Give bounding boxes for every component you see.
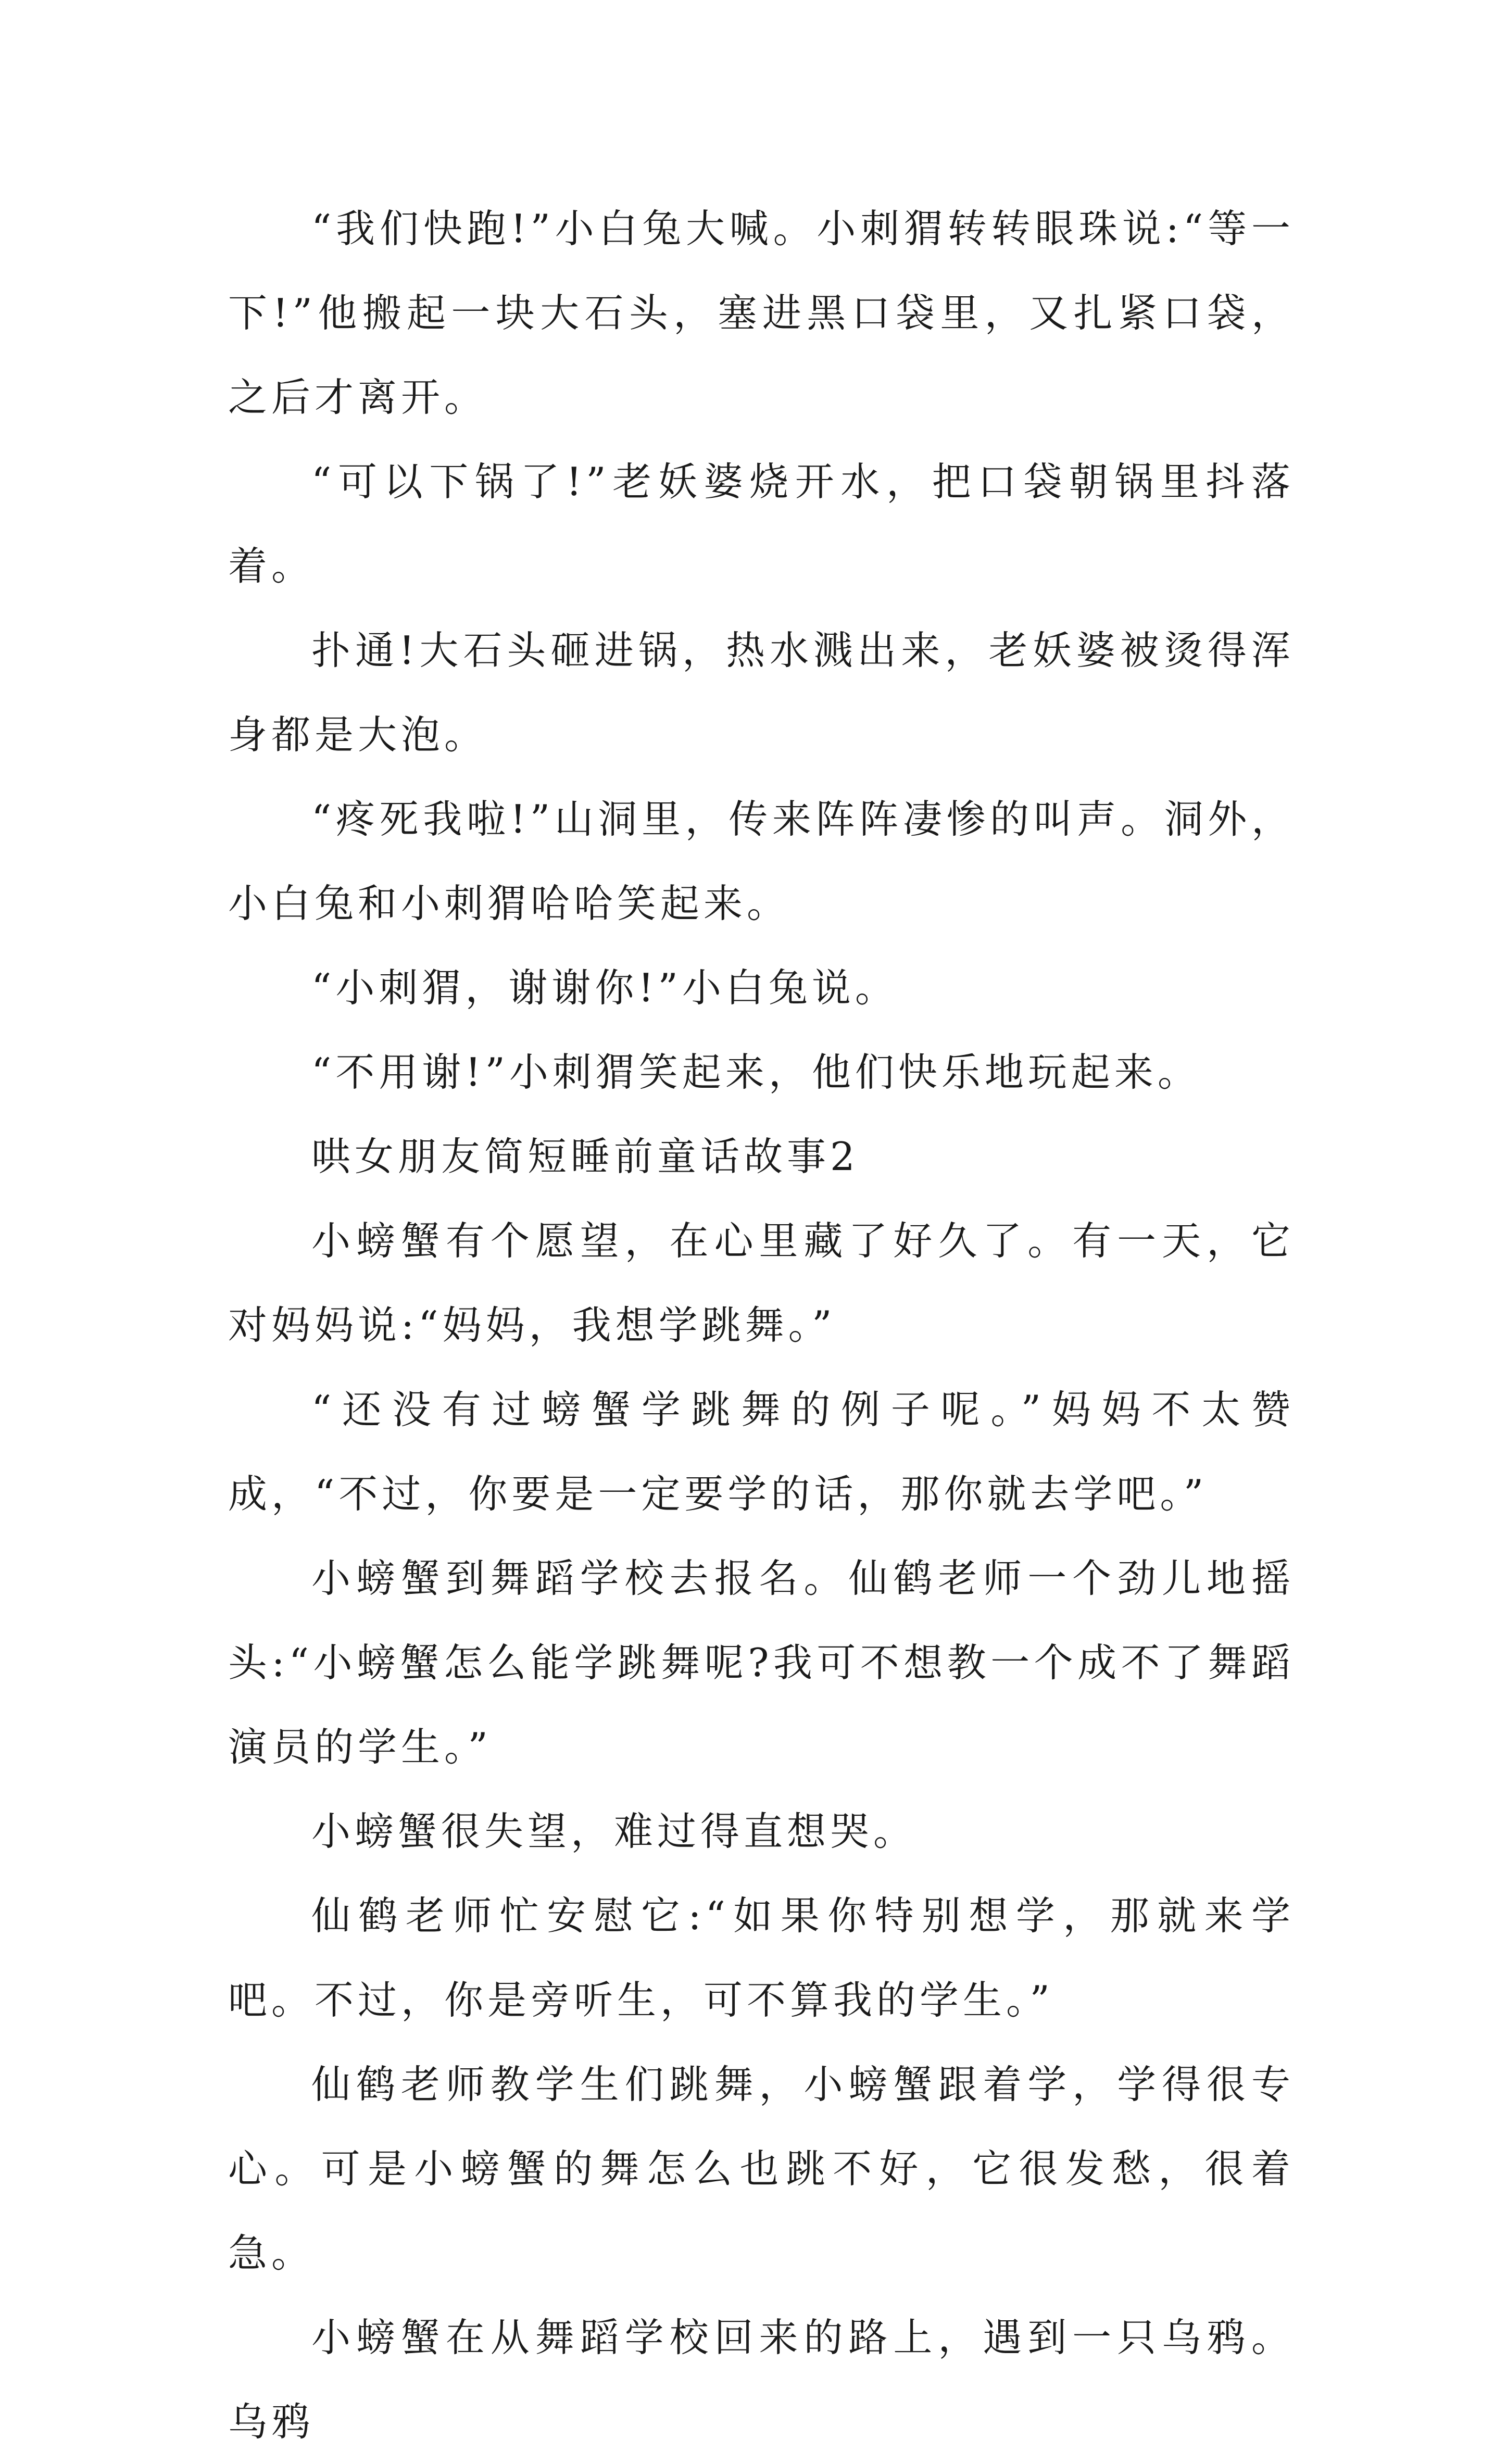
document-body [228,186,1295,2464]
paragraph: “不用谢!”小刺猬笑起来，他们快乐地玩起来。 [311,1049,1201,1095]
paragraph: 小螃蟹很失望，难过得直想哭。 [311,1808,917,1854]
paragraph: 小螃蟹有个愿望，在心里藏了好久了。有一天，它对妈妈说:“妈妈，我想学跳舞。” [228,1218,1295,1348]
paragraph: “还没有过螃蟹学跳舞的例子呢。”妈妈不太赞成，“不过，你要是一定要学的话，那你就去学吧。” [228,1387,1295,1517]
paragraph: 扑通!大石头砸进锅，热水溅出来，老妖婆被烫得浑身都是大泡。 [228,627,1295,758]
section-heading: 哄女朋友简短睡前童话故事2 [311,1134,859,1179]
paragraph: 仙鹤老师忙安慰它:“如果你特别想学，那就来学吧。不过，你是旁听生，可不算我的学生。” [228,1893,1295,2023]
paragraph: “小刺猬，谢谢你!”小白兔说。 [311,965,898,1011]
paragraph: “疼死我啦!”山洞里，传来阵阵凄惨的叫声。洞外，小白兔和小刺猬哈哈笑起来。 [228,796,1295,926]
paragraph: 小螃蟹在从舞蹈学校回来的路上，遇到一只乌鸦。乌鸦 [228,2315,1295,2445]
paragraph: “可以下锅了!”老妖婆烧开水，把口袋朝锅里抖落着。 [228,459,1295,589]
paragraph: 仙鹤老师教学生们跳舞，小螃蟹跟着学，学得很专心。可是小螃蟹的舞怎么也跳不好，它很发愁，很着急。 [228,2061,1295,2276]
paragraph: 小螃蟹到舞蹈学校去报名。仙鹤老师一个劲儿地摇头:“小螃蟹怎么能学跳舞呢?我可不想教一个成不了舞蹈演员的学生。” [228,1555,1295,1770]
paragraph: “我们快跑!”小白兔大喊。小刺猬转转眼珠说:“等一下!”他搬起一块大石头，塞进黑口袋里，又扎紧口袋，之后才离开。 [228,206,1295,420]
